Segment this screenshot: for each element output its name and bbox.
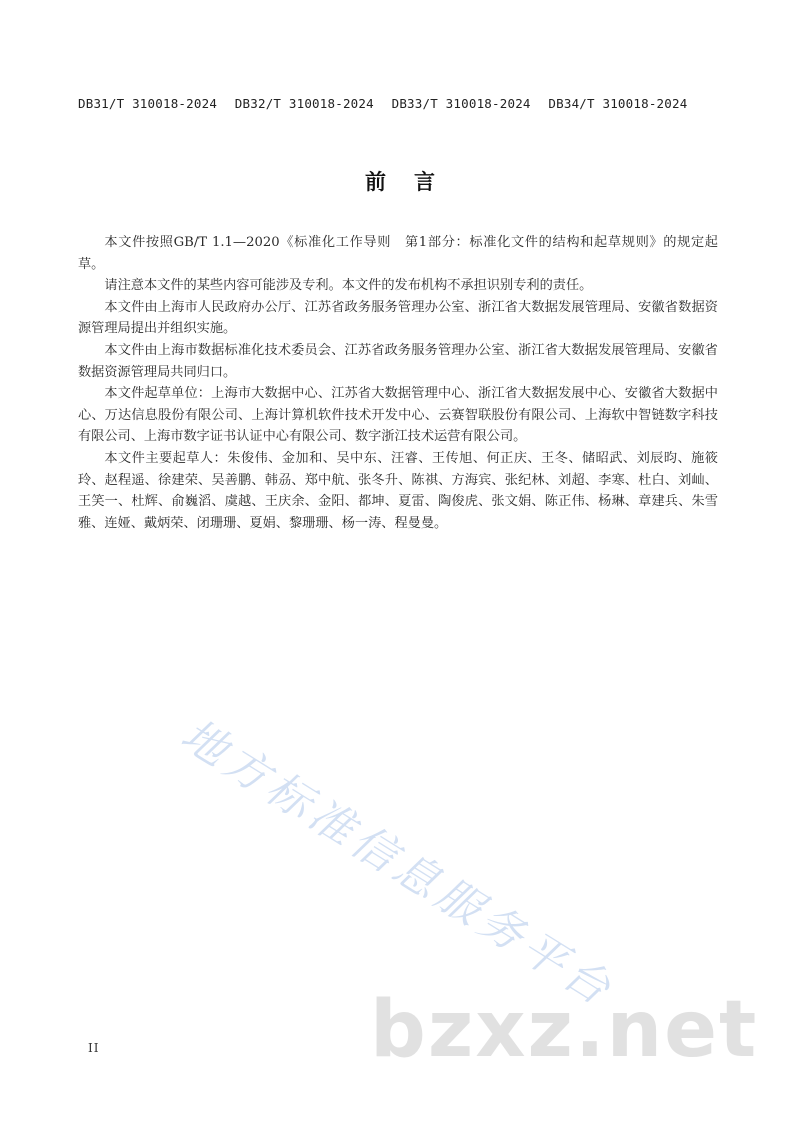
standard-numbers-header (78, 96, 697, 111)
site-logo-watermark: bzxz.net (370, 985, 759, 1075)
page-title: 前言 (365, 170, 463, 194)
standard-number: DB31/T 310018-2024 (78, 96, 218, 111)
watermark: 地方标准信息服务平台 (172, 709, 624, 1018)
standard-number: DB34/T 310018-2024 (548, 96, 688, 111)
paragraph: 本文件起草单位：上海市大数据中心、江苏省大数据管理中心、浙江省大数据发展中心、安徽省大数据中心、万达信息股份有限公司、上海计算机软件技术开发中心、云赛智联股份有限公司、上海软中智链数字科技有限公司、上海市数字证书认证中心有限公司、数字浙江技术运营有限公司。 (78, 386, 718, 445)
page-number: II (88, 1041, 100, 1055)
standard-number: DB32/T 310018-2024 (234, 96, 374, 111)
paragraph: 本文件主要起草人：朱俊伟、金加和、吴中东、汪睿、王传旭、何正庆、王冬、储昭武、刘辰昀、施筱玲、赵程遥、徐建荣、吴善鹏、韩刕、郑中航、张冬升、陈祺、方海宾、张纪林、刘超、李寒、杜白、刘屾、王笑一、杜辉、俞巍滔、虞越、王庆余、金阳、都坤、夏雷、陶俊虎、张文娟、陈正伟、杨琳、章建兵、朱雪雅、连娅、戴炳荣、闭珊珊、夏娟、黎珊珊、杨一涛、程曼曼。 (78, 450, 718, 531)
standard-number: DB33/T 310018-2024 (391, 96, 531, 111)
paragraph: 本文件按照GB/T 1.1—2020《标准化工作导则 第1部分：标准化文件的结构和起草规则》的规定起草。 (78, 235, 718, 272)
paragraph: 本文件由上海市数据标准化技术委员会、江苏省政务服务管理办公室、浙江省大数据发展管理局、安徽省数据资源管理局共同归口。 (78, 342, 718, 380)
paragraph: 本文件由上海市人民政府办公厅、江苏省政务服务管理办公室、浙江省大数据发展管理局、安徽省数据资源管理局提出并组织实施。 (78, 299, 718, 337)
paragraph: 请注意本文件的某些内容可能涉及专利。本文件的发布机构不承担识别专利的责任。 (104, 278, 593, 294)
foreword-body (78, 232, 718, 534)
